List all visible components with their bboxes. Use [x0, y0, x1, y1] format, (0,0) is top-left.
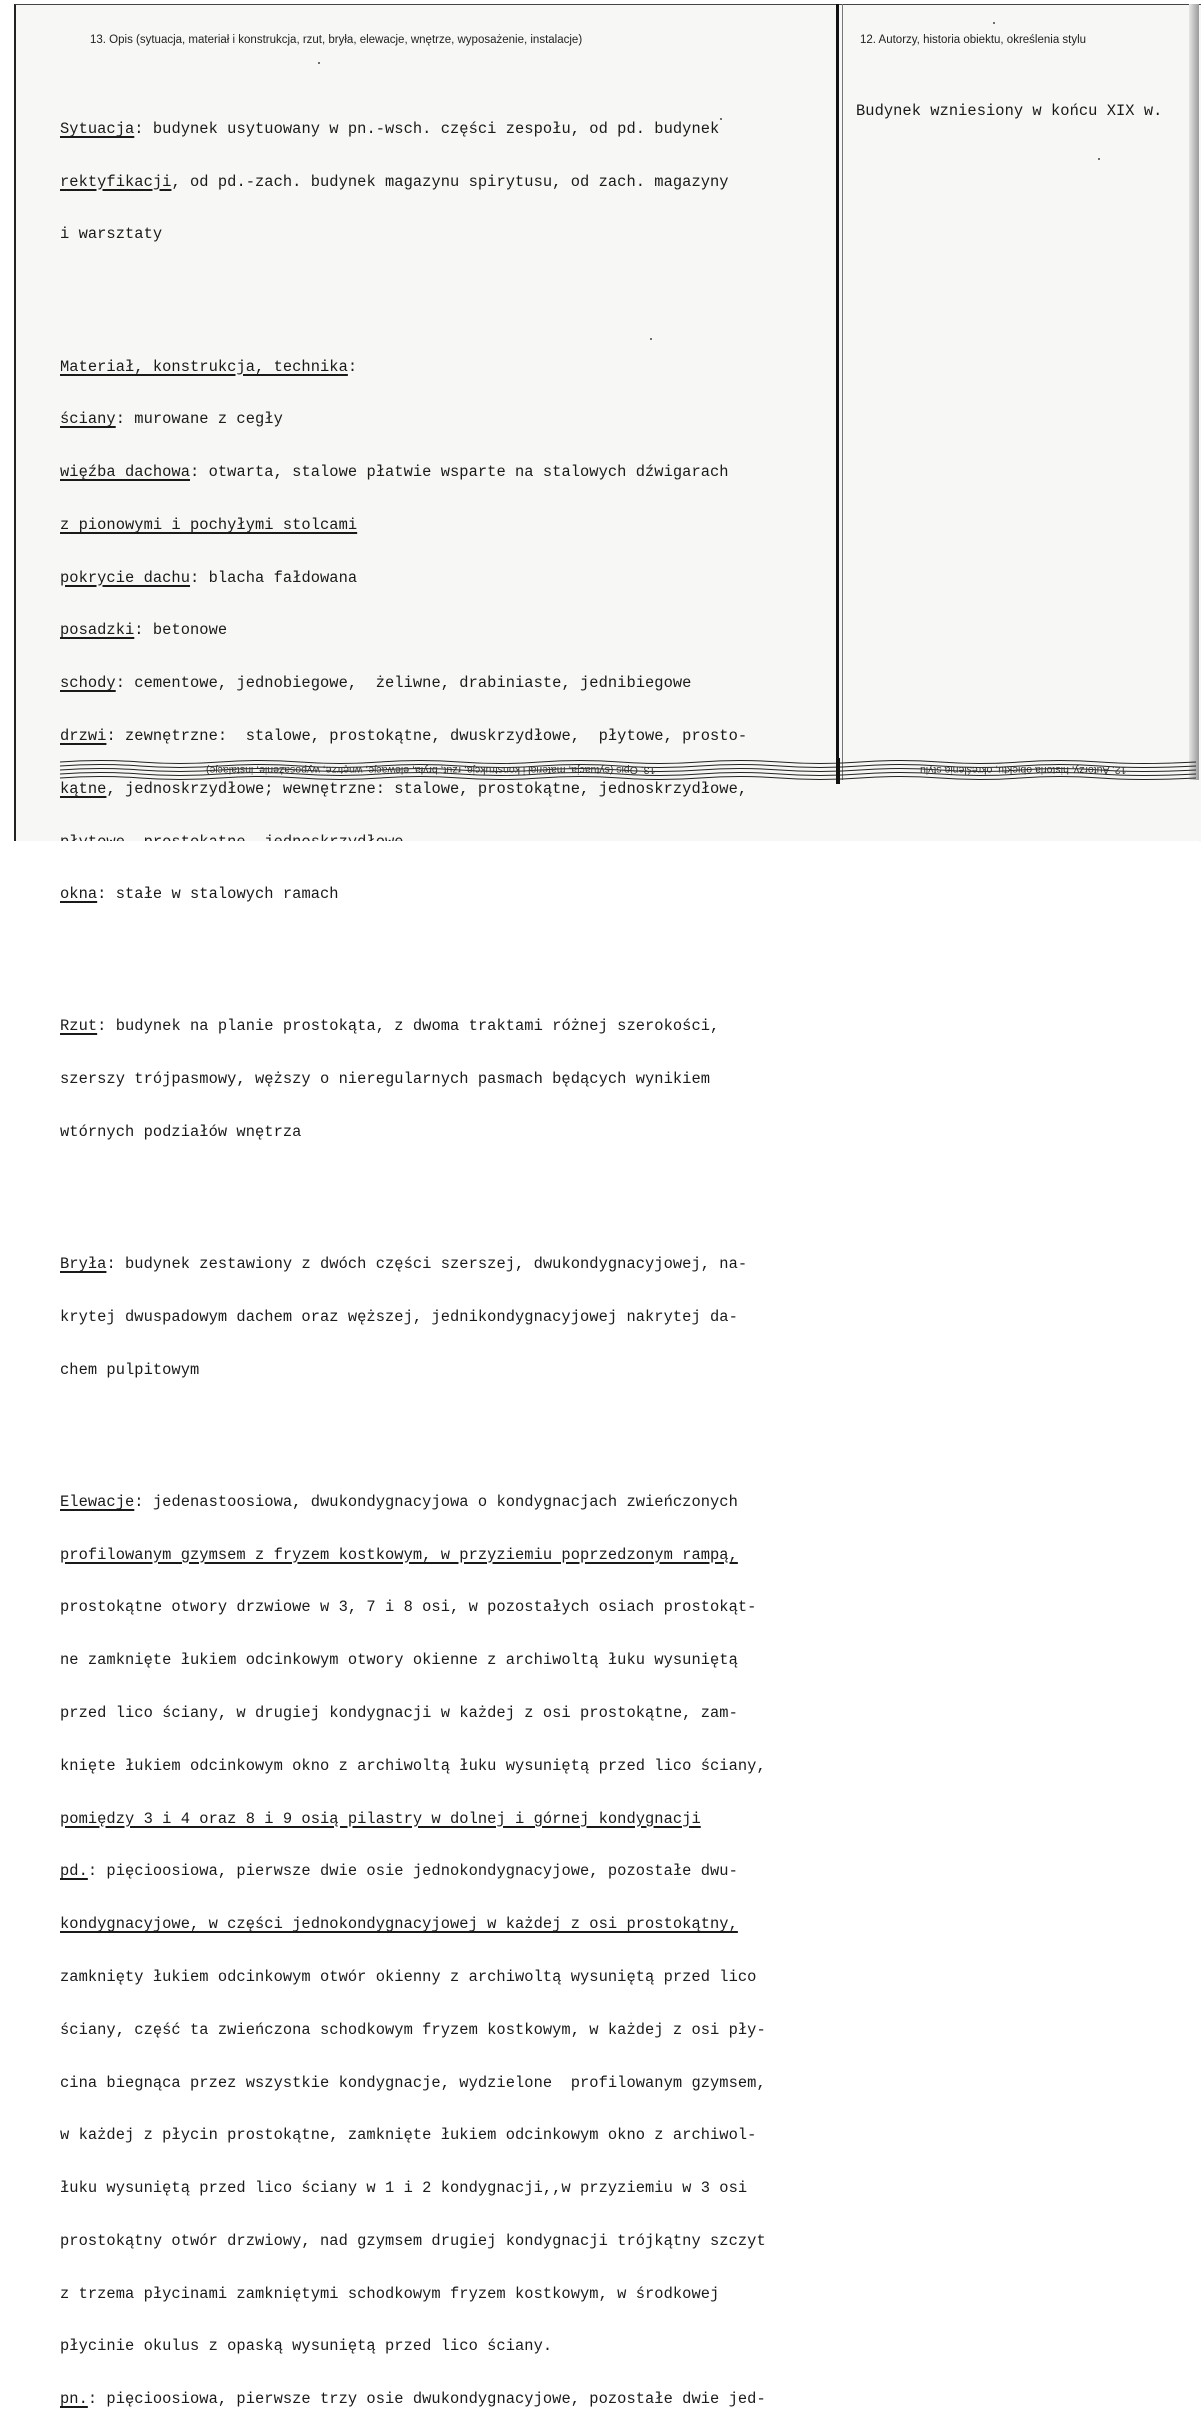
kw-bryla: Bryła: [60, 1255, 107, 1274]
elewacje-line-6: knięte łukiem odcinkowym okno z archiwoltą łuku wysuniętą przed lico ściany,: [60, 1756, 766, 1775]
kw-pn: pn.: [60, 2390, 88, 2409]
elewacje-line-3: prostokątne otwory drzwiowe w 3, 7 i 8 osi, w pozostałych osiach prostokąt-: [60, 1598, 757, 1617]
kw-sytuacja: Sytuacja: [60, 119, 135, 138]
drzwi-text: : zewnętrzne: stalowe, prostokątne, dwuskrzydłowe, płytowe, prosto-: [106, 726, 748, 745]
sytuacja-line-1: [60, 121, 766, 139]
rzut-line-3: wtórnych podziałów wnętrza: [60, 1123, 302, 1142]
schody-line: [60, 675, 766, 693]
bottom-margin: [0, 841, 1199, 851]
posadzki-text: : betonowe: [134, 621, 228, 640]
pokrycie-text: : blacha fałdowana: [190, 568, 358, 587]
header-opis: 13. Opis (sytuacja, materiał i konstrukcja, rzut, bryła, elewacje, wnętrze, wyposażenie, instalacje): [90, 34, 583, 46]
pd-line-8: prostokątny otwór drzwiowy, nad gzymsem drugiej kondygnacji trójkątny szczyt: [60, 2231, 766, 2250]
sciany-text: : murowane z cegły: [115, 410, 283, 429]
pd-text-1: : pięcioosiowa, pierwsze dwie osie jednokondygnacyjowe, pozostałe dwu-: [87, 1862, 738, 1881]
pd-line-2: [60, 1916, 766, 1934]
pd-line-7: łuku wysuniętą przed lico ściany w 1 i 2 kondygnacji,,w przyziemiu w 3 osi: [60, 2179, 748, 2198]
kw-drzwi: drzwi: [60, 726, 107, 745]
elewacje-line-2: [60, 1547, 766, 1565]
wiezba-text-2: z pionowymi i pochyłymi stolcami: [60, 515, 358, 534]
page-edge-shadow: [1189, 4, 1199, 780]
scan-speck: [1098, 158, 1100, 160]
elewacje-line-5: przed lico ściany, w drugiej kondygnacji w każdej z osi prostokątne, zam-: [60, 1704, 738, 1723]
elewacje-underlined-text: profilowanym gzymsem z fryzem kostkowym, w przyziemiu poprzedzonym rampą,: [60, 1545, 738, 1564]
scan-speck: [318, 62, 320, 64]
pn-line: [60, 2391, 766, 2409]
sytuacja-line-2: [60, 174, 766, 192]
bryla-line-2: krytej dwuspadowym dachem oraz węższej, jednikondygnacyjowej nakrytej da-: [60, 1307, 738, 1326]
pd-line-6: w każdej z płycin prostokątne, zamknięte łukiem odcinkowym okno z archiwol-: [60, 2126, 757, 2145]
rzut-line-1: [60, 1018, 766, 1036]
sytuacja-text-1: : budynek usytuowany w pn.-wsch. części zespołu, od pd. budynek: [134, 119, 720, 138]
footer-mirrored-header-left: 13. Opis (sytuacja, materiał i konstrukcja, rzut, bryła, elewacje, wnętrze, wyposażenie, instalacje): [206, 764, 656, 776]
drzwi-line: [60, 728, 766, 746]
pn-text: : pięcioosiowa, pierwsze trzy osie dwukondygnacyjowe, pozostałe dwie jed-: [87, 2390, 766, 2409]
elewacje-line-1: [60, 1494, 766, 1512]
pd-line-10: płycinie okulus z opaską wysuniętą przed lico ściany.: [60, 2337, 553, 2356]
kw-elewacje: Elewacje: [60, 1492, 135, 1511]
bryla-line-1: [60, 1256, 766, 1274]
kw-material: Materiał, konstrukcja, technika: [60, 357, 348, 376]
okna-text: : stałe w stalowych ramach: [97, 885, 339, 904]
kw-rzut: Rzut: [60, 1017, 98, 1036]
scan-speck: [650, 338, 652, 340]
wiezba-line-2: [60, 517, 766, 535]
header-autorzy: 12. Autorzy, historia obiektu, określenia stylu: [860, 34, 1087, 46]
wiezba-line: [60, 464, 766, 482]
kw-wiezba: więźba dachowa: [60, 463, 191, 482]
pd-line-5: cina biegnąca przez wszystkie kondygnacje, wydzielone profilowanym gzymsem,: [60, 2073, 766, 2092]
main-description: [60, 68, 766, 2426]
footer-mirrored-header-right: 12. Autorzy, historia obiektu, określenia stylu: [920, 764, 1127, 776]
material-heading: [60, 359, 766, 377]
material-heading-colon: :: [347, 357, 358, 376]
kw-rektyfikacji: rektyfikacji: [60, 172, 172, 191]
kw-sciany: ściany: [60, 410, 116, 429]
posadzki-line: [60, 622, 766, 640]
rzut-text-1: : budynek na planie prostokąta, z dwoma traktami różnej szerokości,: [97, 1017, 720, 1036]
pokrycie-line: [60, 570, 766, 588]
bryla-line-3: chem pulpitowym: [60, 1360, 200, 1379]
scan-speck: [993, 22, 995, 24]
elewacje-underlined-text-2: pomiędzy 3 i 4 oraz 8 i 9 osią pilastry w dolnej i górnej kondygnacji: [60, 1809, 701, 1828]
elewacje-line-7: [60, 1811, 766, 1829]
elewacje-line-4: ne zamknięte łukiem odcinkowym otwory okienne z archiwoltą łuku wysuniętą: [60, 1651, 738, 1670]
right-text-line: Budynek wzniesiony w końcu XIX w.: [856, 102, 1163, 121]
pd-line-1: [60, 1863, 766, 1881]
rzut-line-2: szerszy trójpasmowy, węższy o nieregularnych pasmach będących wynikiem: [60, 1070, 711, 1089]
wiezba-text: : otwarta, stalowe płatwie wsparte na stalowych dźwigarach: [190, 463, 729, 482]
sytuacja-text-2: , od pd.-zach. budynek magazynu spirytusu, od zach. magazyny: [171, 172, 729, 191]
sytuacja-line-3: i warsztaty: [60, 225, 163, 244]
pd-underlined-text: kondygnacyjowe, w części jednokondygnacyjowej w każdej z osi prostokątny,: [60, 1915, 738, 1934]
kw-pokrycie: pokrycie dachu: [60, 568, 191, 587]
pd-line-9: z trzema płycinami zamkniętymi schodkowym fryzem kostkowym, w środkowej: [60, 2284, 720, 2303]
drzwi-text-2: , jednoskrzydłowe; wewnętrzne: stalowe, prostokątne, jednoskrzydłowe,: [106, 779, 748, 798]
okna-line: [60, 886, 766, 904]
kw-okna: okna: [60, 885, 98, 904]
scan-speck: [720, 118, 722, 120]
column-divider-thin: [842, 4, 843, 780]
kw-posadzki: posadzki: [60, 621, 135, 640]
elewacje-text-1: : jedenastoosiowa, dwukondygnacyjowa o kondygnacjach zwieńczonych: [134, 1492, 738, 1511]
pd-line-3: zamknięty łukiem odcinkowym otwór okienny z archiwoltą wysuniętą przed lico: [60, 1967, 757, 1986]
pd-line-4: ściany, część ta zwieńczona schodkowym fryzem kostkowym, w każdej z osi pły-: [60, 2020, 766, 2039]
bryla-text-1: : budynek zestawiony z dwóch części szerszej, dwukondygnacyjowej, na-: [106, 1255, 748, 1274]
schody-text: : cementowe, jednobiegowe, żeliwne, drabiniaste, jednibiegowe: [115, 674, 692, 693]
kw-schody: schody: [60, 674, 116, 693]
kw-pd: pd.: [60, 1862, 88, 1881]
right-column-text: [856, 68, 1162, 138]
kw-katne: kątne: [60, 779, 107, 798]
sciany-line: [60, 411, 766, 429]
column-divider: [836, 4, 839, 780]
